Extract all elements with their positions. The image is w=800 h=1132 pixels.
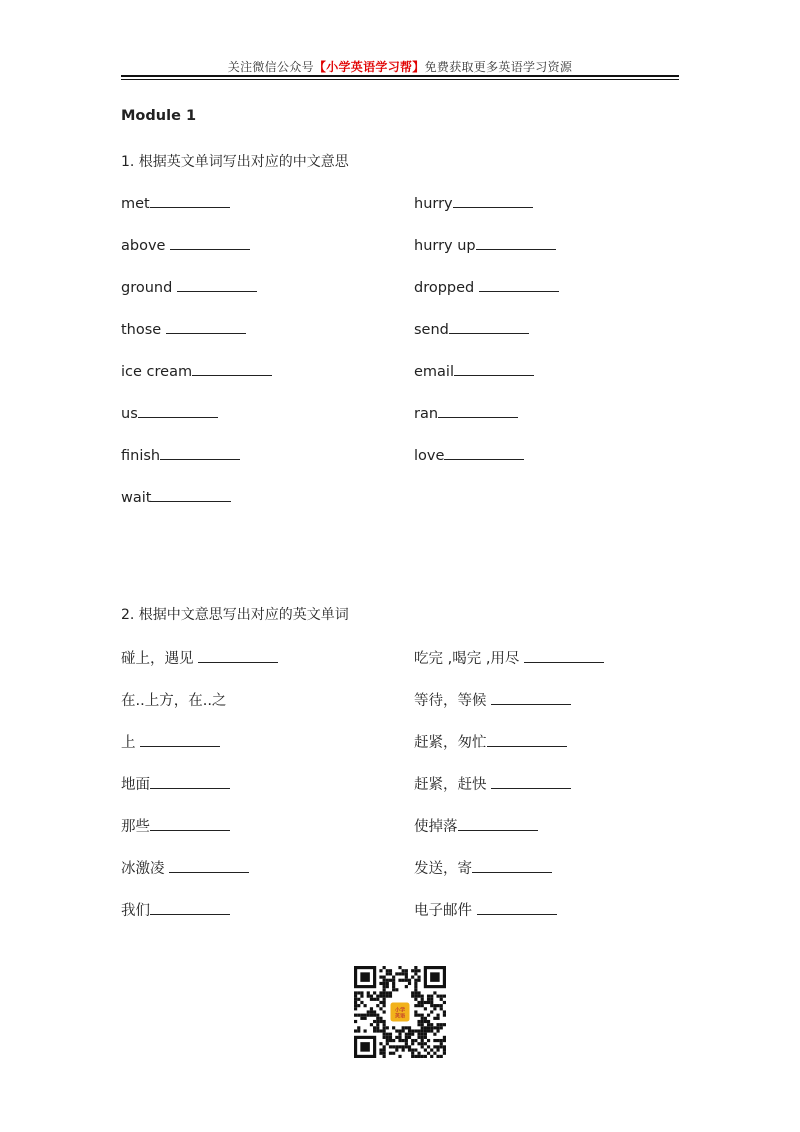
list-item: hurry up [414,235,556,254]
answer-blank[interactable] [454,361,534,376]
list-item: those [121,319,246,338]
answer-blank[interactable] [438,403,518,418]
answer-blank[interactable] [166,319,246,334]
list-item: ice cream [121,361,272,380]
list-item: wait [121,487,231,506]
answer-blank[interactable] [151,487,231,502]
answer-blank[interactable] [150,193,230,208]
header-rule-thick [121,75,679,77]
page-header [0,58,800,75]
answer-blank[interactable] [198,648,278,663]
answer-blank[interactable] [177,277,257,292]
answer-blank[interactable] [170,235,250,250]
list-item: hurry [414,193,533,212]
answer-blank[interactable] [491,774,571,789]
list-item: love [414,445,524,464]
list-item: 冰激凌 [121,857,249,878]
answer-blank[interactable] [140,732,220,747]
list-item: 赶紧，匆忙 [414,731,567,752]
header-text-after: 免费获取更多英语学习资源 [424,60,573,74]
answer-blank[interactable] [150,774,230,789]
answer-blank[interactable] [472,858,552,873]
list-item: 等待，等候 [414,689,571,710]
qr-logo-text: 小学 [394,1007,406,1014]
section1-title: 1. 根据英文单词写出对应的中文意思 [121,154,349,170]
answer-blank[interactable] [487,732,567,747]
list-item: met [121,193,230,212]
list-item: ground [121,277,257,296]
list-item: finish [121,445,240,464]
answer-blank[interactable] [449,319,529,334]
list-item: 地面 [121,773,230,794]
answer-blank[interactable] [160,445,240,460]
answer-blank[interactable] [479,277,559,292]
list-item: 电子邮件 [414,899,557,920]
list-item: 吃完 ,喝完 ,用尽 [414,647,604,668]
answer-blank[interactable] [458,816,538,831]
answer-blank[interactable] [491,690,571,705]
answer-blank[interactable] [138,403,218,418]
answer-blank[interactable] [453,193,533,208]
qr-code-icon [354,966,446,1058]
list-item: dropped [414,277,559,296]
list-item: email [414,361,534,380]
list-item: us [121,403,218,422]
header-text-before: 关注微信公众号 [227,60,314,74]
answer-blank[interactable] [150,816,230,831]
answer-blank[interactable] [477,900,557,915]
list-item: 赶紧，赶快 [414,773,571,794]
list-item: 上 [121,731,220,752]
list-item: ran [414,403,518,422]
list-item: above [121,235,250,254]
section2-title: 2. 根据中文意思写出对应的英文单词 [121,607,349,623]
svg-text:英语: 英语 [394,1013,406,1020]
answer-blank[interactable] [150,900,230,915]
answer-blank[interactable] [192,361,272,376]
header-highlight: 【小学英语学习帮】 [313,60,425,74]
list-item: 在..上方，在..之 [121,693,227,709]
list-item: send [414,319,529,338]
list-item: 碰上，遇见 [121,647,278,668]
answer-blank[interactable] [524,648,604,663]
list-item: 使掉落 [414,815,538,836]
list-item: 发送，寄 [414,857,552,878]
answer-blank[interactable] [476,235,556,250]
answer-blank[interactable] [444,445,524,460]
header-rule-thin [121,79,679,80]
answer-blank[interactable] [169,858,249,873]
module-title: Module 1 [121,108,197,124]
list-item: 我们 [121,899,230,920]
list-item: 那些 [121,815,230,836]
